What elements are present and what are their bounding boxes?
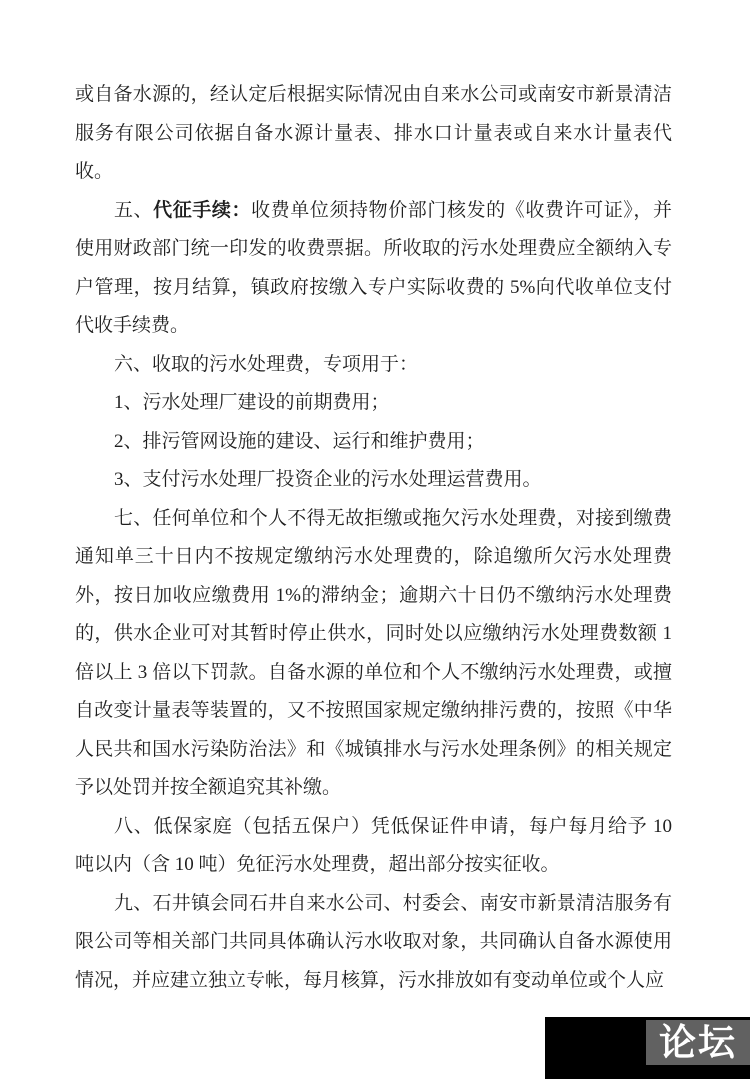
bold-text-segment: 代征手续： (153, 199, 252, 221)
text-line (75, 654, 672, 693)
text-segment: 六、收取的污水处理费，专项用于： (113, 353, 418, 375)
para-item-7 (75, 500, 672, 808)
text-line (75, 115, 672, 154)
text-segment: 2、排污管网设施的建设、运行和维护费用； (113, 430, 485, 452)
text-line (75, 192, 672, 231)
list-item-1 (75, 384, 672, 423)
text-line (75, 615, 672, 654)
text-line (75, 769, 672, 808)
text-line (75, 153, 672, 192)
text-segment: 外，按日加收应缴费用 1%的滞纳金；逾期六十日仍不缴纳污水处理费 (75, 584, 672, 606)
text-line (75, 731, 672, 770)
para-item-9 (75, 885, 672, 1001)
text-line (75, 384, 672, 423)
text-line (75, 269, 672, 308)
text-line (75, 423, 672, 462)
text-segment: 情况，并应建立独立专帐，每月核算，污水排放如有变动单位或个人应 (75, 969, 665, 991)
text-line (75, 846, 672, 885)
text-line (75, 461, 672, 500)
text-line (75, 538, 672, 577)
text-line (75, 923, 672, 962)
text-segment: 使用财政部门统一印发的收费票据。所收取的污水处理费应全额纳入专 (75, 238, 672, 259)
text-line (75, 307, 672, 346)
text-segment: 八、低保家庭（包括五保户）凭低保证件申请，每户每月给予 10 (113, 815, 672, 837)
text-segment: 代收手续费。 (75, 315, 190, 336)
text-segment: 五、 (113, 199, 154, 221)
text-segment: 七、任何单位和个人不得无故拒缴或拖欠污水处理费，对接到缴费 (113, 507, 672, 529)
list-item-3 (75, 461, 672, 500)
text-segment: 或自备水源的，经认定后根据实际情况由自来水公司或南安市新景清洁 (75, 84, 672, 105)
text-segment: 倍以上 3 倍以下罚款。自备水源的单位和个人不缴纳污水处理费，或擅 (75, 661, 672, 683)
text-segment: 通知单三十日内不按规定缴纳污水处理费的，除追缴所欠污水处理费 (75, 546, 672, 567)
text-line (75, 885, 672, 924)
text-segment: 1、污水处理厂建设的前期费用； (113, 392, 390, 413)
text-line (75, 692, 672, 731)
forum-watermark-badge (646, 1020, 750, 1065)
text-segment: 人民共和国水污染防治法》和《城镇排水与污水处理条例》的相关规定 (75, 738, 672, 760)
text-segment: 服务有限公司依据自备水源计量表、排水口计量表或自来水计量表代 (75, 122, 672, 144)
text-segment: 收。 (75, 161, 114, 182)
text-line (75, 230, 672, 269)
text-segment: 限公司等相关部门共同具体确认污水收取对象，共同确认自备水源使用 (75, 931, 672, 952)
text-line (75, 76, 672, 115)
para-item-6 (75, 346, 672, 385)
para-continuation (75, 76, 672, 192)
text-segment: 3、支付污水处理厂投资企业的污水处理运营费用。 (113, 469, 542, 490)
forum-watermark-label: 论坛 (659, 1021, 737, 1064)
text-segment: 收费单位须持物价部门核发的《收费许可证》，并 (251, 199, 672, 221)
text-segment: 九、石井镇会同石井自来水公司、村委会、南安市新景清洁服务有 (113, 892, 672, 914)
text-line (75, 346, 672, 385)
text-segment: 自改变计量表等装置的，又不按照国家规定缴纳排污费的，按照《中华 (75, 700, 672, 721)
text-line (75, 808, 672, 847)
text-segment: 户管理，按月结算，镇政府按缴入专户实际收费的 5%向代收单位支付 (75, 276, 672, 298)
text-line (75, 500, 672, 539)
list-item-2 (75, 423, 672, 462)
text-line (75, 962, 672, 1001)
text-segment: 予以处罚并按全额追究其补缴。 (75, 777, 342, 798)
para-item-5 (75, 192, 672, 346)
text-segment: 的，供水企业可对其暂时停止供水，同时处以应缴纳污水处理费数额 1 (75, 623, 672, 644)
para-item-8 (75, 808, 672, 885)
document-body (75, 76, 672, 1000)
text-line (75, 577, 672, 616)
text-segment: 吨以内（含 10 吨）免征污水处理费，超出部分按实征收。 (75, 854, 560, 875)
